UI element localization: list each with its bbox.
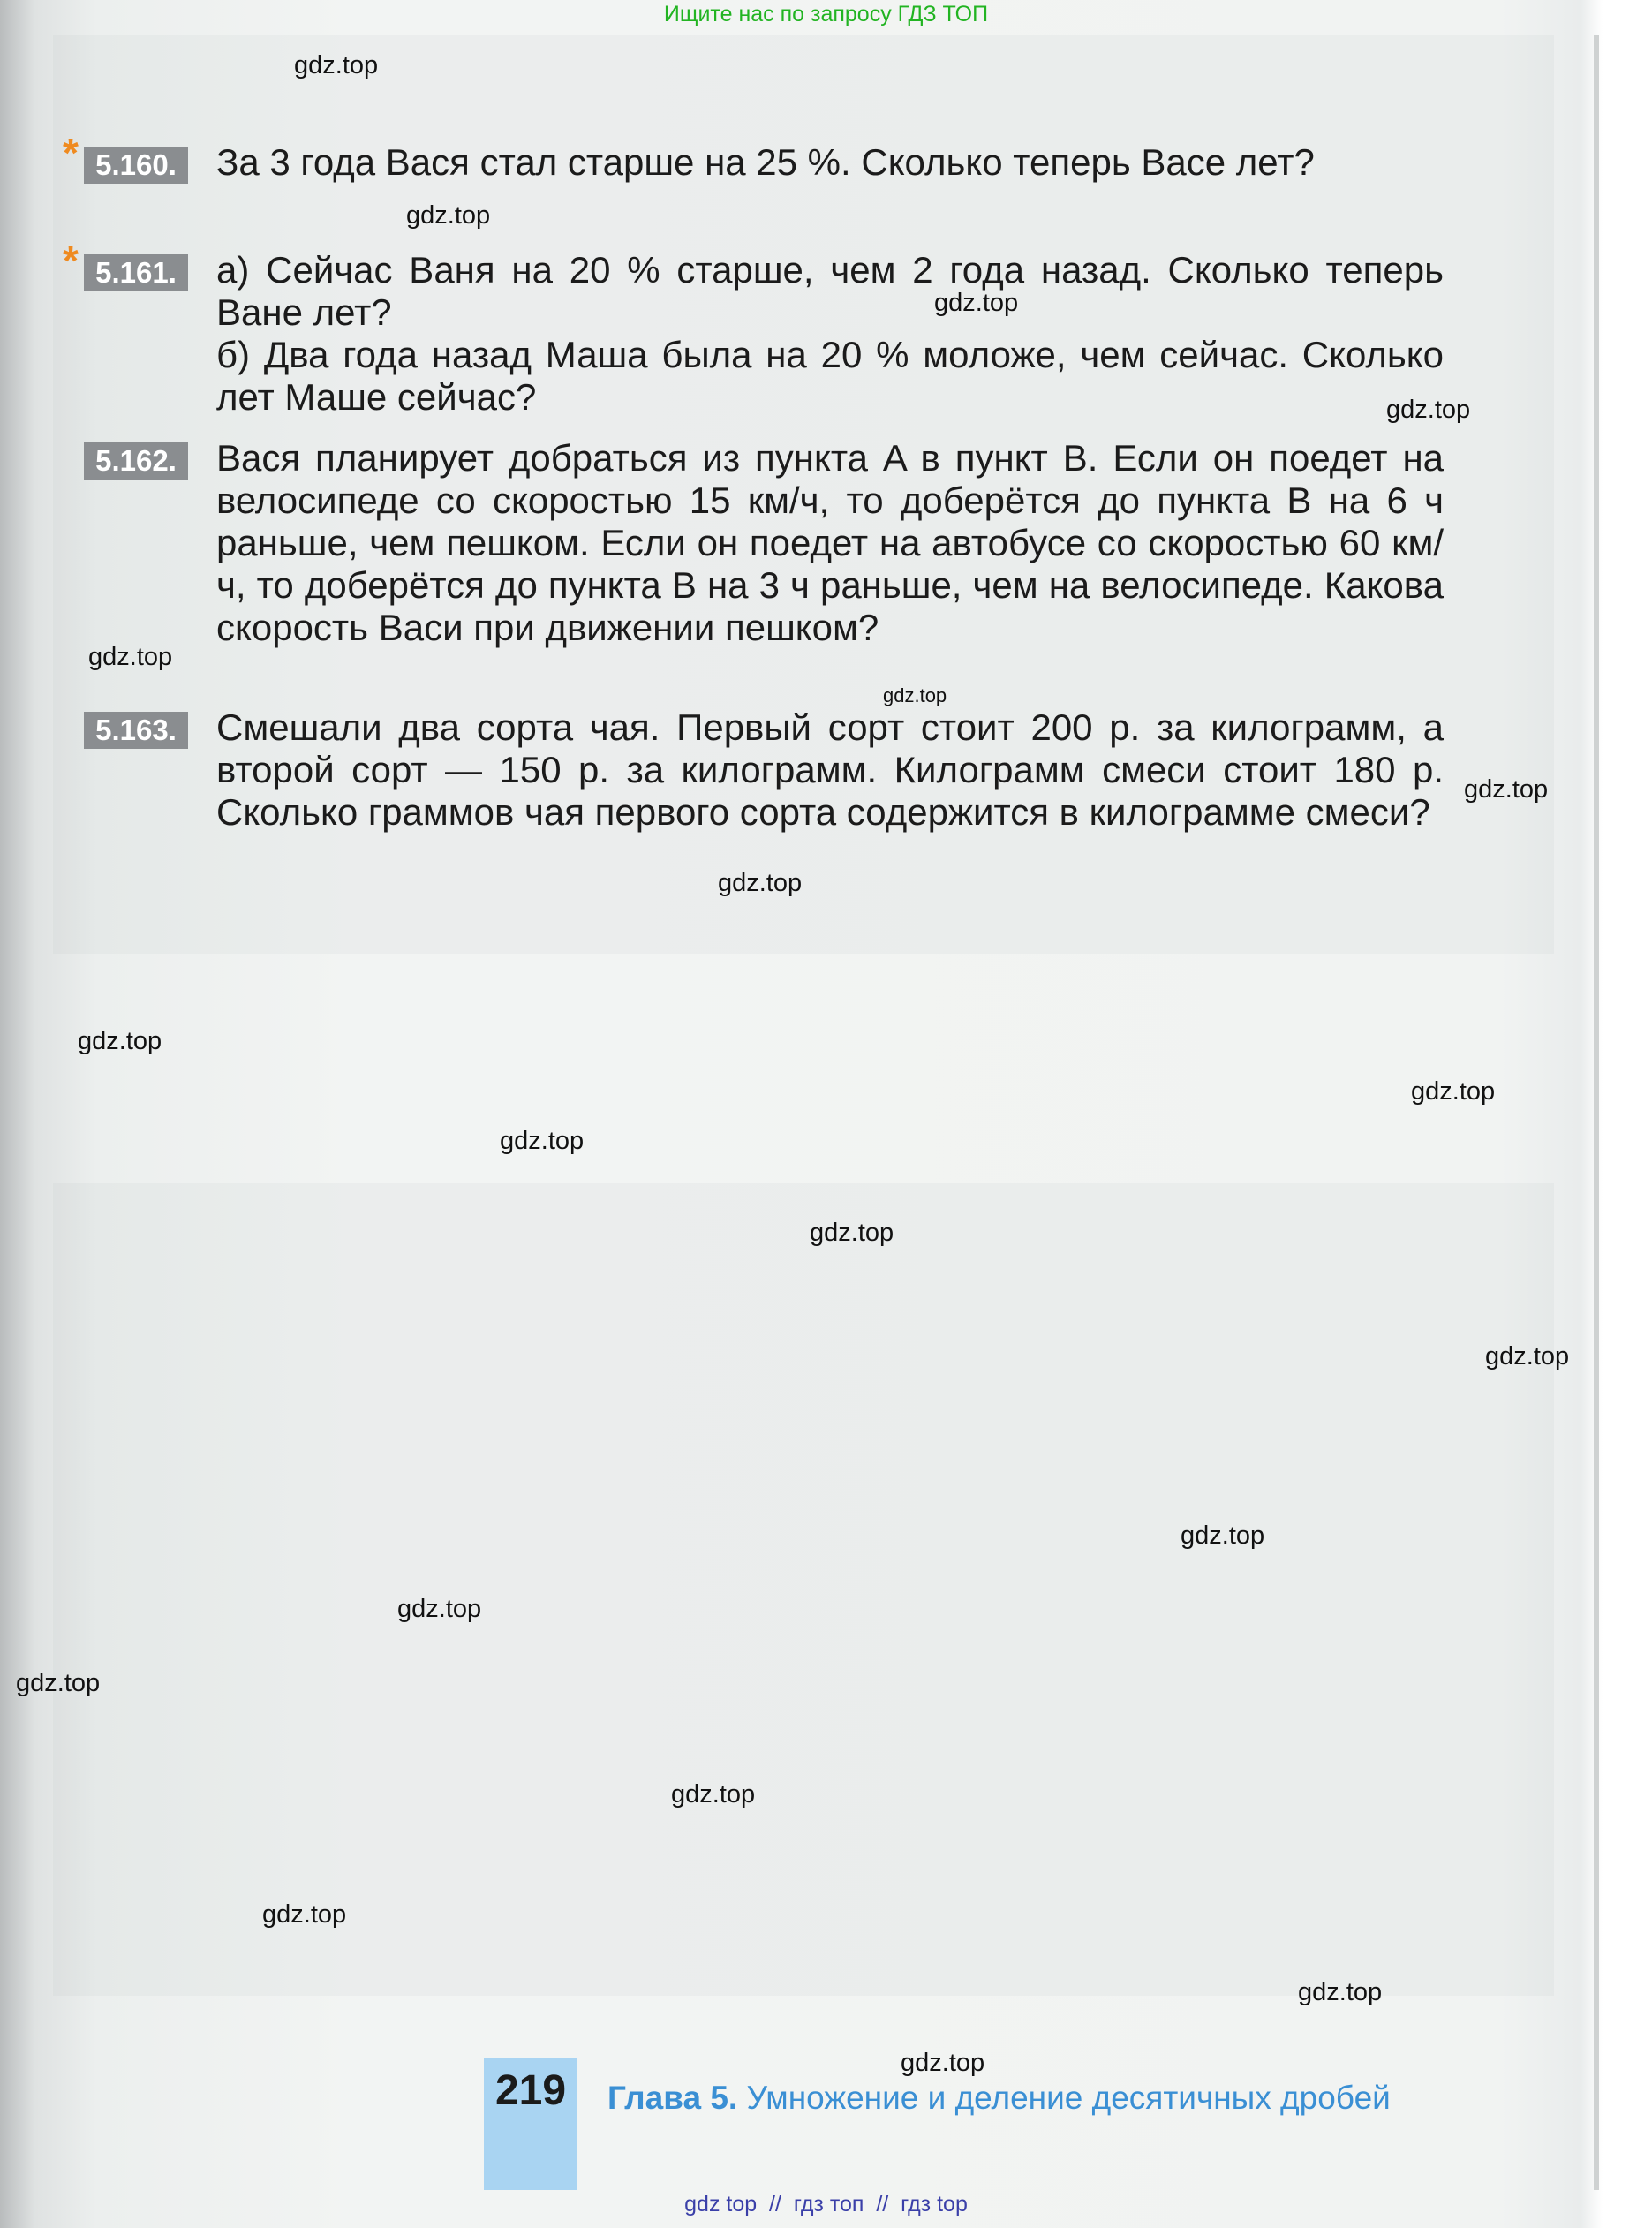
problem-number: 5.160.: [84, 147, 188, 184]
page-number: 219: [494, 2067, 567, 2114]
watermark: gdz.top: [934, 289, 1019, 317]
watermark: gdz.top: [78, 1027, 162, 1055]
watermark: gdz.top: [1386, 396, 1471, 424]
chapter-label: Глава 5.: [607, 2080, 747, 2116]
watermark: gdz.top: [810, 1219, 894, 1247]
watermark: gdz.top: [1298, 1978, 1383, 2006]
problem-text: [216, 437, 1444, 649]
problem-number: 5.162.: [84, 442, 188, 480]
page-edge: [1594, 35, 1599, 2190]
top-banner[interactable]: Ищите нас по запросу ГДЗ ТОП: [663, 2, 989, 26]
watermark: gdz.top: [16, 1669, 101, 1697]
problem-line: Вася планирует добраться из пункта A в пункт B. Если он поедет на велосипеде со скоростью 15 км/ч, то доберётся до пункта B на 6 ч раньше, чем пешком. Если он поедет на автобусе со скоростью 60 км/ч, то доберётся до пункта B на 3 ч раньше, чем на велосипеде. Какова скорость Васи при движении пешком?: [216, 437, 1444, 648]
watermark: gdz.top: [262, 1900, 347, 1929]
watermark: gdz.top: [500, 1127, 585, 1155]
ghost-background: [53, 1183, 1554, 1996]
watermark: gdz.top: [1464, 775, 1549, 804]
problem-number: 5.163.: [84, 712, 188, 749]
problem-number: 5.161.: [84, 254, 188, 291]
watermark: gdz.top: [294, 51, 379, 79]
chapter-name: Умножение и деление десятичных дробей: [746, 2080, 1391, 2116]
watermark: gdz.top: [1181, 1522, 1265, 1550]
problem-line: Смешали два сорта чая. Первый сорт стоит 200 р. за килограмм, а второй сорт — 150 р. за килограмм. Килограмм смеси стоит 180 р. Сколько граммов чая первого сорта содержится в килограмме смеси?: [216, 706, 1444, 833]
bottom-banner[interactable]: gdz top // гдз топ // гдз top: [684, 2192, 968, 2217]
problem-5-162: [84, 437, 1444, 693]
watermark: gdz.top: [718, 869, 803, 897]
star-icon: *: [63, 238, 79, 283]
watermark: gdz.top: [671, 1780, 756, 1809]
watermark: gdz.top: [88, 643, 173, 671]
problem-5-161: [63, 238, 1444, 426]
chapter-title: [607, 2077, 1437, 2119]
problem-text: [216, 249, 1444, 419]
watermark: gdz.top: [883, 684, 947, 706]
watermark: gdz.top: [1411, 1077, 1496, 1106]
problem-line: За 3 года Вася стал старше на 25 %. Сколько теперь Васе лет?: [216, 141, 1315, 183]
problem-5-160: [63, 130, 1444, 230]
watermark: gdz.top: [1485, 1342, 1570, 1371]
problem-5-163: [84, 706, 1444, 883]
problem-line-a: а) Сейчас Ваня на 20 % старше, чем 2 года назад. Сколько теперь Ване лет?: [216, 249, 1444, 333]
problem-line-b: б) Два года назад Маша была на 20 % моложе, чем сейчас. Сколько лет Маше сейчас?: [216, 334, 1444, 418]
watermark: gdz.top: [901, 2049, 985, 2077]
problem-text: [216, 141, 1444, 184]
watermark: gdz.top: [397, 1595, 482, 1623]
problem-text: [216, 706, 1444, 834]
star-icon: *: [63, 130, 79, 176]
watermark: gdz.top: [406, 201, 491, 230]
